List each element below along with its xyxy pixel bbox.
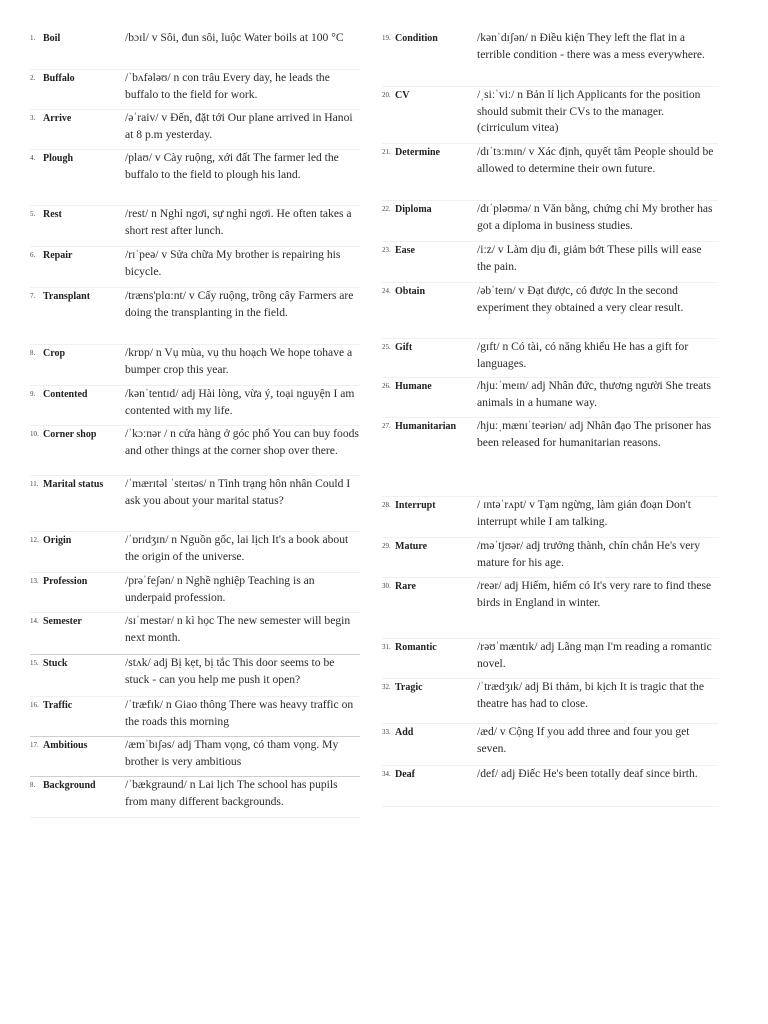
vocab-entry xyxy=(382,497,718,538)
entry-definition: /hjuːˌmænɪˈteəriən/ adj Nhân đạo The prisoner has been released for humanitarian reasons. xyxy=(477,419,712,449)
entry-word: Romantic xyxy=(395,642,437,653)
entry-word: Repair xyxy=(43,250,73,261)
entry-word: Origin xyxy=(43,535,72,546)
entry-word: Ambitious xyxy=(43,740,88,751)
entry-number: 4. xyxy=(30,154,36,162)
entry-definition: /əˈraiv/ v Đến, đặt tới Our plane arrived in Hanoi at 8 p.m yesterday. xyxy=(125,111,353,141)
vocab-entry xyxy=(30,532,360,573)
entry-word: Stuck xyxy=(43,658,68,669)
vocab-entry xyxy=(382,578,718,639)
entry-number: 3. xyxy=(30,114,36,122)
entry-definition: /ˈɒrɪdʒɪn/ n Nguồn gốc, lai lịch It's a book about the origin of the universe. xyxy=(125,533,349,563)
entry-number: 28. xyxy=(382,501,391,509)
entry-word: Arrive xyxy=(43,113,72,124)
entry-word: Obtain xyxy=(395,286,426,297)
vocab-entry xyxy=(30,70,360,110)
entry-definition: /def/ adj Điếc He's been totally deaf since birth. xyxy=(477,767,698,780)
entry-word: Marital status xyxy=(43,479,104,490)
entry-number: 13. xyxy=(30,577,39,585)
entry-word: Profession xyxy=(43,576,88,587)
entry-word: Crop xyxy=(43,348,66,359)
entry-word: Condition xyxy=(395,33,438,44)
entry-number: 24. xyxy=(382,287,391,295)
vocab-entry xyxy=(30,206,360,247)
entry-word: Rest xyxy=(43,209,62,220)
entry-definition: /reər/ adj Hiếm, hiếm có It's very rare to find these birds in England in winter. xyxy=(477,579,712,609)
vocab-entry xyxy=(382,87,718,144)
vocab-entry xyxy=(382,679,718,724)
entry-word: Tragic xyxy=(395,682,423,693)
vocab-entry xyxy=(30,150,360,206)
entry-definition: /æmˈbɪʃəs/ adj Tham vọng, có tham vọng. My brother is very ambitious xyxy=(125,738,339,768)
entry-number: 25. xyxy=(382,343,391,351)
entry-number: 10. xyxy=(30,430,39,438)
entry-definition: / ɪntəˈrʌpt/ v Tạm ngừng, làm gián đoạn Don't interrupt while I am talking. xyxy=(477,498,691,528)
entry-number: 33. xyxy=(382,728,391,736)
vocab-entry xyxy=(382,378,718,418)
entry-definition: /ˈbʌfələʊ/ n con trâu Every day, he leads the buffalo to the field for work. xyxy=(125,71,330,101)
entry-word: Deaf xyxy=(395,769,415,780)
entry-word: Buffalo xyxy=(43,73,75,84)
entry-word: Traffic xyxy=(43,700,73,711)
vocab-entry xyxy=(382,639,718,679)
vocab-entry xyxy=(382,339,718,378)
entry-word: Humane xyxy=(395,381,432,392)
entry-number: 6. xyxy=(30,251,36,259)
entry-definition: /træns'plɑ:nt/ v Cấy ruộng, trồng cây Farmers are doing the transplanting in the field. xyxy=(125,289,354,319)
entry-definition: /ˈmærɪtəl ˈsteɪtəs/ n Tình trạng hôn nhân Could I ask you about your marital status? xyxy=(125,477,351,507)
entry-number: 26. xyxy=(382,382,391,390)
entry-number: 17. xyxy=(30,741,39,749)
entry-number: 2. xyxy=(30,74,36,82)
entry-number: 30. xyxy=(382,582,391,590)
entry-word: Contented xyxy=(43,389,88,400)
vocab-entry xyxy=(30,573,360,613)
entry-number: 21. xyxy=(382,148,391,156)
vocab-entry xyxy=(30,737,360,777)
entry-word: Interrupt xyxy=(395,500,436,511)
entry-word: Corner shop xyxy=(43,429,97,440)
entry-word: Plough xyxy=(43,153,74,164)
entry-definition: /krɒp/ n Vụ mùa, vụ thu hoạch We hope tohave a bumper crop this year. xyxy=(125,346,353,376)
entry-definition: /prəˈfeʃən/ n Nghề nghiệp Teaching is an underpaid profession. xyxy=(125,574,315,604)
vocab-entry xyxy=(382,144,718,201)
vocab-entry xyxy=(30,697,360,737)
vocab-entry xyxy=(30,655,360,697)
entry-definition: /rest/ n Nghỉ ngơi, sự nghỉ ngơi. He often takes a short rest after lunch. xyxy=(125,207,352,237)
entry-definition: /iːz/ v Làm dịu đi, giảm bớt These pills will ease the pain. xyxy=(477,243,702,273)
entry-number: 12. xyxy=(30,536,39,544)
entry-number: 8. xyxy=(30,349,36,357)
entry-number: 34. xyxy=(382,770,391,778)
entry-definition: /plaʊ/ v Cày ruộng, xới đất The farmer led the buffalo to the field to plough his land. xyxy=(125,151,339,181)
entry-definition: /gɪft/ n Có tài, có năng khiếu He has a gift for languages. xyxy=(477,340,689,370)
entry-number: 9. xyxy=(30,390,36,398)
vocab-entry xyxy=(30,426,360,476)
vocab-entry xyxy=(382,766,718,807)
entry-definition: /rəʊˈmæntɪk/ adj Lãng mạn I'm reading a romantic novel. xyxy=(477,640,712,670)
vocab-entry xyxy=(30,345,360,386)
entry-number: 11. xyxy=(30,480,39,488)
entry-definition: /bɔɪl/ v Sôi, đun sôi, luộc Water boils at 100 °C xyxy=(125,31,344,44)
vocab-entry xyxy=(382,201,718,242)
entry-number: 31. xyxy=(382,643,391,651)
left-column xyxy=(30,30,360,818)
entry-word: CV xyxy=(395,90,410,101)
entry-number: 22. xyxy=(382,205,391,213)
vocab-entry xyxy=(382,30,718,87)
entry-definition: /əbˈteɪn/ v Đạt được, có được In the second experiment they obtained a very clear result. xyxy=(477,284,684,314)
entry-word: Transplant xyxy=(43,291,91,302)
entry-number: 27. xyxy=(382,422,391,430)
entry-number: 1. xyxy=(30,34,36,42)
entry-definition: /kənˈtentɪd/ adj Hài lòng, vừa ý, toại nguyện I am contented with my life. xyxy=(125,387,355,417)
vocab-entry xyxy=(30,110,360,150)
vocab-entry xyxy=(30,613,360,655)
entry-definition: /kənˈdɪʃən/ n Điều kiện They left the flat in a terrible condition - there was a mess everywhere. xyxy=(477,31,705,61)
entry-definition: /ˈbækgraund/ n Lai lịch The school has pupils from many different backgrounds. xyxy=(125,778,338,808)
entry-definition: /rɪˈpeə/ v Sửa chữa My brother is repairing his bicycle. xyxy=(125,248,341,278)
vocab-entry xyxy=(30,30,360,70)
vocab-entry xyxy=(30,476,360,532)
vocab-entry xyxy=(382,283,718,339)
entry-number: 8. xyxy=(30,781,36,789)
entry-word: Boil xyxy=(43,33,61,44)
entry-number: 23. xyxy=(382,246,391,254)
vocab-entry xyxy=(382,724,718,766)
vocab-entry xyxy=(30,386,360,426)
entry-number: 5. xyxy=(30,210,36,218)
entry-number: 20. xyxy=(382,91,391,99)
entry-number: 14. xyxy=(30,617,39,625)
vocab-entry xyxy=(30,288,360,345)
entry-word: Background xyxy=(43,780,96,791)
entry-word: Diploma xyxy=(395,204,432,215)
entry-definition: /ˌsiːˈviː/ n Bản lí lịch Applicants for the position should submit their CVs to the manager. (cirriculum vitea) xyxy=(477,88,701,134)
entry-number: 15. xyxy=(30,659,39,667)
vocab-entry xyxy=(30,247,360,288)
entry-word: Mature xyxy=(395,541,428,552)
vocab-entry xyxy=(382,242,718,283)
entry-definition: /məˈtjʊər/ adj trưởng thành, chín chắn He's very mature for his age. xyxy=(477,539,701,569)
vocab-entry xyxy=(382,418,718,497)
entry-definition: /dɪˈtɜːmɪn/ v Xác định, quyết tâm People should be allowed to determine their own future. xyxy=(477,145,714,175)
entry-number: 29. xyxy=(382,542,391,550)
entry-number: 32. xyxy=(382,683,391,691)
entry-word: Determine xyxy=(395,147,440,158)
entry-definition: /ˈtræfɪk/ n Giao thông There was heavy traffic on the roads this morning xyxy=(125,698,354,728)
entry-number: 7. xyxy=(30,292,36,300)
entry-definition: /dɪˈpləʊmə/ n Văn bằng, chứng chỉ My brother has got a diploma in business studies. xyxy=(477,202,713,232)
entry-word: Add xyxy=(395,727,414,738)
vocab-entry xyxy=(382,538,718,578)
entry-word: Humanitarian xyxy=(395,421,457,432)
entry-definition: /stʌk/ adj Bị kẹt, bị tắc This door seems to be stuck - can you help me push it open? xyxy=(125,656,335,686)
entry-word: Ease xyxy=(395,245,415,256)
entry-definition: /sɪˈmestər/ n kì học The new semester will begin next month. xyxy=(125,614,351,644)
entry-word: Semester xyxy=(43,616,82,627)
right-column xyxy=(382,30,718,807)
entry-number: 16. xyxy=(30,701,39,709)
entry-word: Gift xyxy=(395,342,413,353)
entry-definition: /hjuːˈmeɪn/ adj Nhân đức, thương người She treats animals in a humane way. xyxy=(477,379,711,409)
entry-definition: /ˈtrædʒɪk/ adj Bi thảm, bi kịch It is tragic that the theatre has had to close. xyxy=(477,680,704,710)
entry-word: Rare xyxy=(395,581,416,592)
entry-number: 19. xyxy=(382,34,391,42)
entry-definition: /ˈkɔːnər / n cửa hàng ở góc phố You can buy foods and other things at the corner shop over there. xyxy=(125,427,359,457)
vocab-entry xyxy=(30,777,360,818)
entry-definition: /æd/ v Cộng If you add three and four you get seven. xyxy=(477,725,690,755)
